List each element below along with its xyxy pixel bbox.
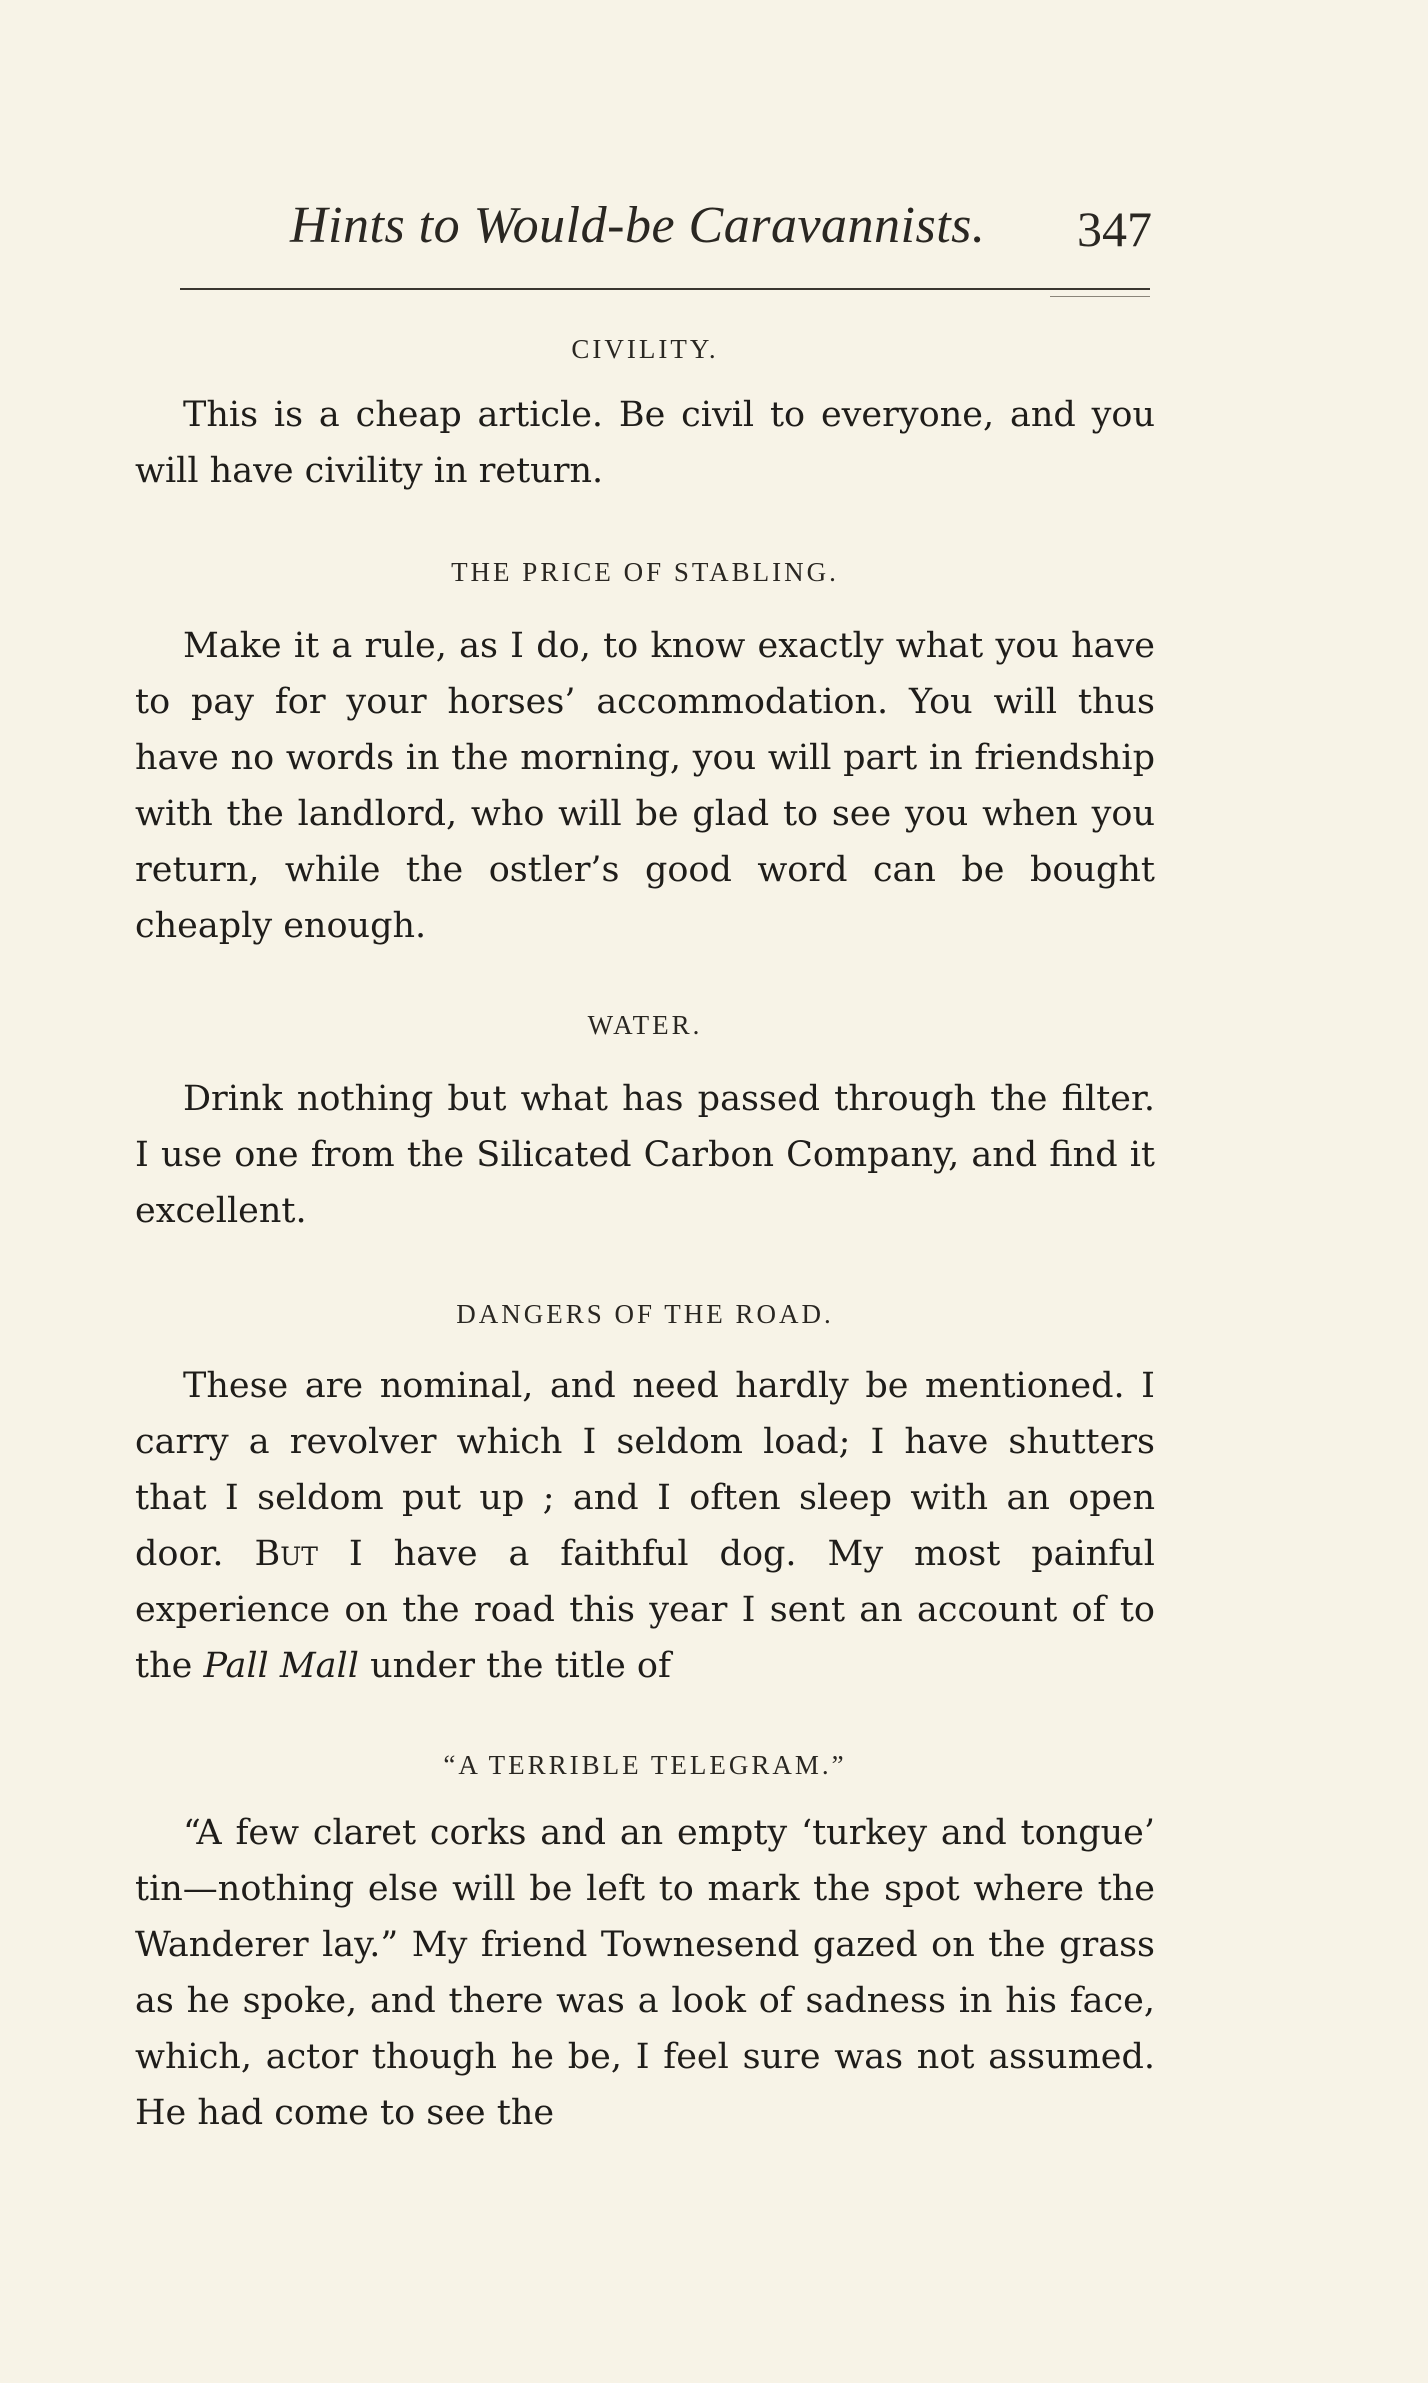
italic-title: Pall Mall	[203, 1646, 359, 1686]
paragraph-stabling	[135, 618, 1155, 954]
paragraph-dangers	[135, 1358, 1155, 1694]
paragraph-text: under the title of	[370, 1646, 671, 1686]
header-rule	[180, 288, 1150, 290]
section-heading-dangers: DANGERS OF THE ROAD.	[456, 1299, 834, 1329]
page-body	[135, 330, 1155, 2141]
paragraph-civility	[135, 387, 1155, 499]
smallcaps-word: But	[254, 1534, 318, 1574]
section-heading-water: WATER.	[587, 1010, 703, 1040]
paragraph-water	[135, 1071, 1155, 1239]
running-head	[290, 196, 1160, 266]
paragraph-telegram	[135, 1805, 1155, 2141]
paragraph-text: I have a faithful dog. My most painful experience on the road this year I sent an account of to the	[135, 1534, 1155, 1686]
page-number: 347	[1077, 201, 1152, 257]
paragraph-text: Drink nothing but what has passed through the filter. I use one from the Silicated Carbon Company, and find it excellent.	[135, 1079, 1155, 1231]
section-heading-stabling: THE PRICE OF STABLING.	[451, 557, 839, 587]
section-heading-telegram: “A TERRIBLE TELEGRAM.”	[443, 1750, 847, 1780]
section-heading-civility: CIVILITY.	[571, 334, 719, 364]
running-title: Hints to Would-be Caravannists.	[290, 197, 986, 254]
paragraph-text: These are nominal, and need hardly be mentioned. I carry a revolver which I seldom load; I have shutters that I seldom put up ; and I often sleep with an open door.	[135, 1366, 1155, 1574]
header-rule-tail	[1050, 296, 1150, 297]
paragraph-text: “A few claret corks and an empty ‘turkey and tongue’ tin—nothing else will be left to mark the spot where the Wanderer lay.” My friend Townesend gazed on the grass as he spoke, and there was a look of sadness in his face, which, actor though he be, I feel sure was not assumed. He had come to see the	[135, 1813, 1155, 2133]
paragraph-text: Make it a rule, as I do, to know exactly what you have to pay for your horses’ accommodation. You will thus have no words in the morning, you will part in friendship with the landlord, who will be glad to see you when you return, while the ostler’s good word can be bought cheaply enough.	[135, 626, 1155, 946]
paragraph-text: This is a cheap article. Be civil to everyone, and you will have civility in return.	[135, 395, 1155, 491]
